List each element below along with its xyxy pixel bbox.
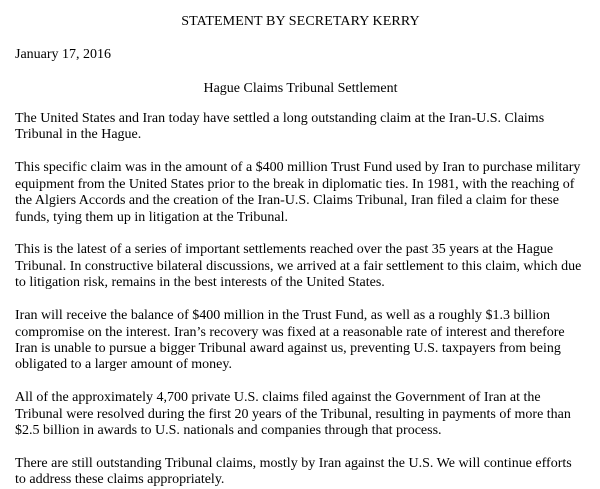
paragraph-4: Iran will receive the balance of $400 million in the Trust Fund, as well as a roughly $1.3 billion compromise on the interest. Iran’s recovery was fixed at a reasonable rate of interest and therefore Iran is unable to pursue a bigger Tribunal award against us, preventing U.S. taxpayers from being obligated to a larger amount of money.: [15, 308, 565, 373]
document-subtitle: Hague Claims Tribunal Settlement: [203, 81, 398, 96]
paragraph-2: This specific claim was in the amount of a $400 million Trust Fund used by Iran to purchase military equipment from the United States prior to the break in diplomatic ties. In 1981, with the reaching of the Algiers Accords and the creation of the Iran-U.S. Claims Tribunal, Iran filed a claim for these funds, tying them up in litigation at the Tribunal.: [15, 160, 581, 225]
document-title: STATEMENT BY SECRETARY KERRY: [181, 14, 420, 29]
paragraph-5: All of the approximately 4,700 private U.S. claims filed against the Government of Iran at the Tribunal were resolved during the first 20 years of the Tribunal, resulting in payments of more than $2.5 billion in awards to U.S. nationals and companies through that process.: [15, 390, 571, 439]
paragraph-6: There are still outstanding Tribunal claims, mostly by Iran against the U.S. We will continue efforts to address these claims appropriately.: [15, 456, 572, 488]
paragraph-3: This is the latest of a series of important settlements reached over the past 35 years at the Hague Tribunal. In constructive bilateral discussions, we arrived at a fair settlement to this claim, which due to litigation risk, remains in the best interests of the United States.: [15, 242, 582, 291]
paragraph-1: The United States and Iran today have settled a long outstanding claim at the Iran-U.S. Claims Tribunal in the Hague.: [15, 111, 545, 143]
statement-date: January 17, 2016: [15, 47, 112, 62]
